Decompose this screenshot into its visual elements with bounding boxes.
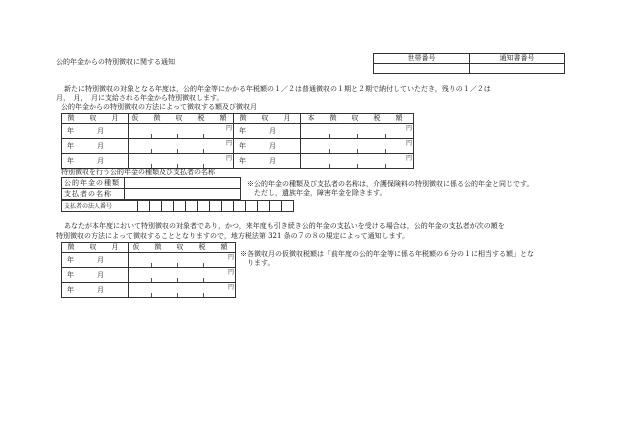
notice-number-value[interactable] <box>470 64 565 74</box>
main-amount-cell[interactable] <box>301 124 414 139</box>
provisional-amount-cell[interactable] <box>129 124 234 139</box>
yen-label: 円 <box>227 284 234 291</box>
intro-line-2: 月， 月， 月に支給される年金から特別徴収します。 <box>56 94 224 102</box>
corporate-number-digit[interactable] <box>161 201 173 212</box>
month-cell: 年 月 <box>62 154 129 169</box>
yen-label: 円 <box>405 140 412 147</box>
pension-type-label: 公的年金の種類 <box>62 178 125 189</box>
corporate-number-digit[interactable] <box>185 201 197 212</box>
corporate-number-digit[interactable] <box>269 201 281 212</box>
notice-number-label: 通知書番号 <box>470 54 565 64</box>
provisional-amount-cell[interactable] <box>129 139 234 154</box>
household-number-label: 世帯番号 <box>374 54 470 64</box>
corporate-number-digit[interactable] <box>197 201 209 212</box>
provisional-amount-cell[interactable] <box>129 268 236 283</box>
payer-name-label: 支払者の名称 <box>62 189 125 200</box>
yen-label: 円 <box>225 125 232 132</box>
col-header-main-tax: 本 徴 収 税 額 <box>301 114 414 124</box>
intro-line-1: 新たに特別徴収の対象となる年度は，公的年金等にかかる年税額の１／２は普通徴収の１期と２期で納付していただき，残りの１／２は <box>64 85 491 93</box>
next-year-line-1: あなたが本年度において特別徴収の対象者であり，かつ，来年度も引き続き公的年金の支払いを受ける場合は，公的年金の支払者が次の額を <box>64 222 505 230</box>
yen-label: 円 <box>225 140 232 147</box>
withholding-table <box>61 113 414 169</box>
document-title: 公的年金からの特別徴収に関する通知 <box>56 58 175 66</box>
payer-note-line-2: ただし，遺族年金，障害年金を除きます。 <box>247 189 387 197</box>
col-header-month: 徴 収 月 <box>62 243 129 253</box>
corporate-number-digit[interactable] <box>149 201 161 212</box>
col-header-month: 徴 収 月 <box>62 114 129 124</box>
corporate-number-table <box>61 200 294 212</box>
corporate-number-digit[interactable] <box>221 201 233 212</box>
yen-label: 円 <box>405 125 412 132</box>
corporate-number-digit[interactable] <box>257 201 269 212</box>
table-row <box>62 124 414 139</box>
month-cell: 年 月 <box>234 124 301 139</box>
table-row <box>62 283 236 298</box>
month-cell: 年 月 <box>234 139 301 154</box>
main-amount-cell[interactable] <box>301 139 414 154</box>
next-year-line-2: 特別徴収の方法によって徴収することとなりますので，地方税法第 321 条の７の８の規定によって通知します。 <box>56 232 410 240</box>
payer-heading: 特別徴収を行う公的年金の種類及び支払者の名称 <box>61 168 215 176</box>
table2-note-line-2: ります。 <box>240 259 275 267</box>
provisional-amount-cell[interactable] <box>129 154 234 169</box>
household-number-value[interactable] <box>374 64 470 74</box>
yen-label: 円 <box>225 155 232 162</box>
col-header-provisional-tax: 仮 徴 収 税 額 <box>129 243 236 253</box>
month-cell: 年 月 <box>62 139 129 154</box>
month-cell: 年 月 <box>62 124 129 139</box>
method-heading: 公的年金からの特別徴収の方法によって徴収する額及び徴収月 <box>61 103 257 111</box>
payer-note-line-1: ※公的年金の種類及び支払者の名称は，介護保険料の特別徴収に係る公的年金と同じです。 <box>247 180 534 188</box>
payer-name-value[interactable] <box>125 189 241 200</box>
month-cell: 年 月 <box>62 283 129 298</box>
table-row <box>62 268 236 283</box>
id-number-box <box>373 53 565 74</box>
corporate-number-digit[interactable] <box>245 201 257 212</box>
col-header-month-2: 徴 収 月 <box>234 114 301 124</box>
corporate-number-label: 支払者の法人番号 <box>62 201 138 212</box>
corporate-number-digit[interactable] <box>281 201 293 212</box>
yen-label: 円 <box>227 269 234 276</box>
next-year-table <box>61 242 236 298</box>
month-cell: 年 月 <box>62 253 129 268</box>
table2-note-line-1: ※各徴収月の仮徴収税額は「前年度の公的年金等に係る年税額の６分の１に相当する額」とな <box>240 250 534 258</box>
month-cell: 年 月 <box>62 268 129 283</box>
payer-table <box>61 177 241 200</box>
pension-type-value[interactable] <box>125 178 241 189</box>
corporate-number-digit[interactable] <box>137 201 149 212</box>
month-cell: 年 月 <box>234 154 301 169</box>
yen-label: 円 <box>227 254 234 261</box>
provisional-amount-cell[interactable] <box>129 253 236 268</box>
col-header-provisional-tax: 仮 徴 収 税 額 <box>129 114 234 124</box>
corporate-number-digit[interactable] <box>209 201 221 212</box>
provisional-amount-cell[interactable] <box>129 283 236 298</box>
corporate-number-digit[interactable] <box>173 201 185 212</box>
table-row <box>62 253 236 268</box>
table-row <box>62 139 414 154</box>
main-amount-cell[interactable] <box>301 154 414 169</box>
corporate-number-digit[interactable] <box>233 201 245 212</box>
table-row <box>62 154 414 169</box>
yen-label: 円 <box>405 155 412 162</box>
